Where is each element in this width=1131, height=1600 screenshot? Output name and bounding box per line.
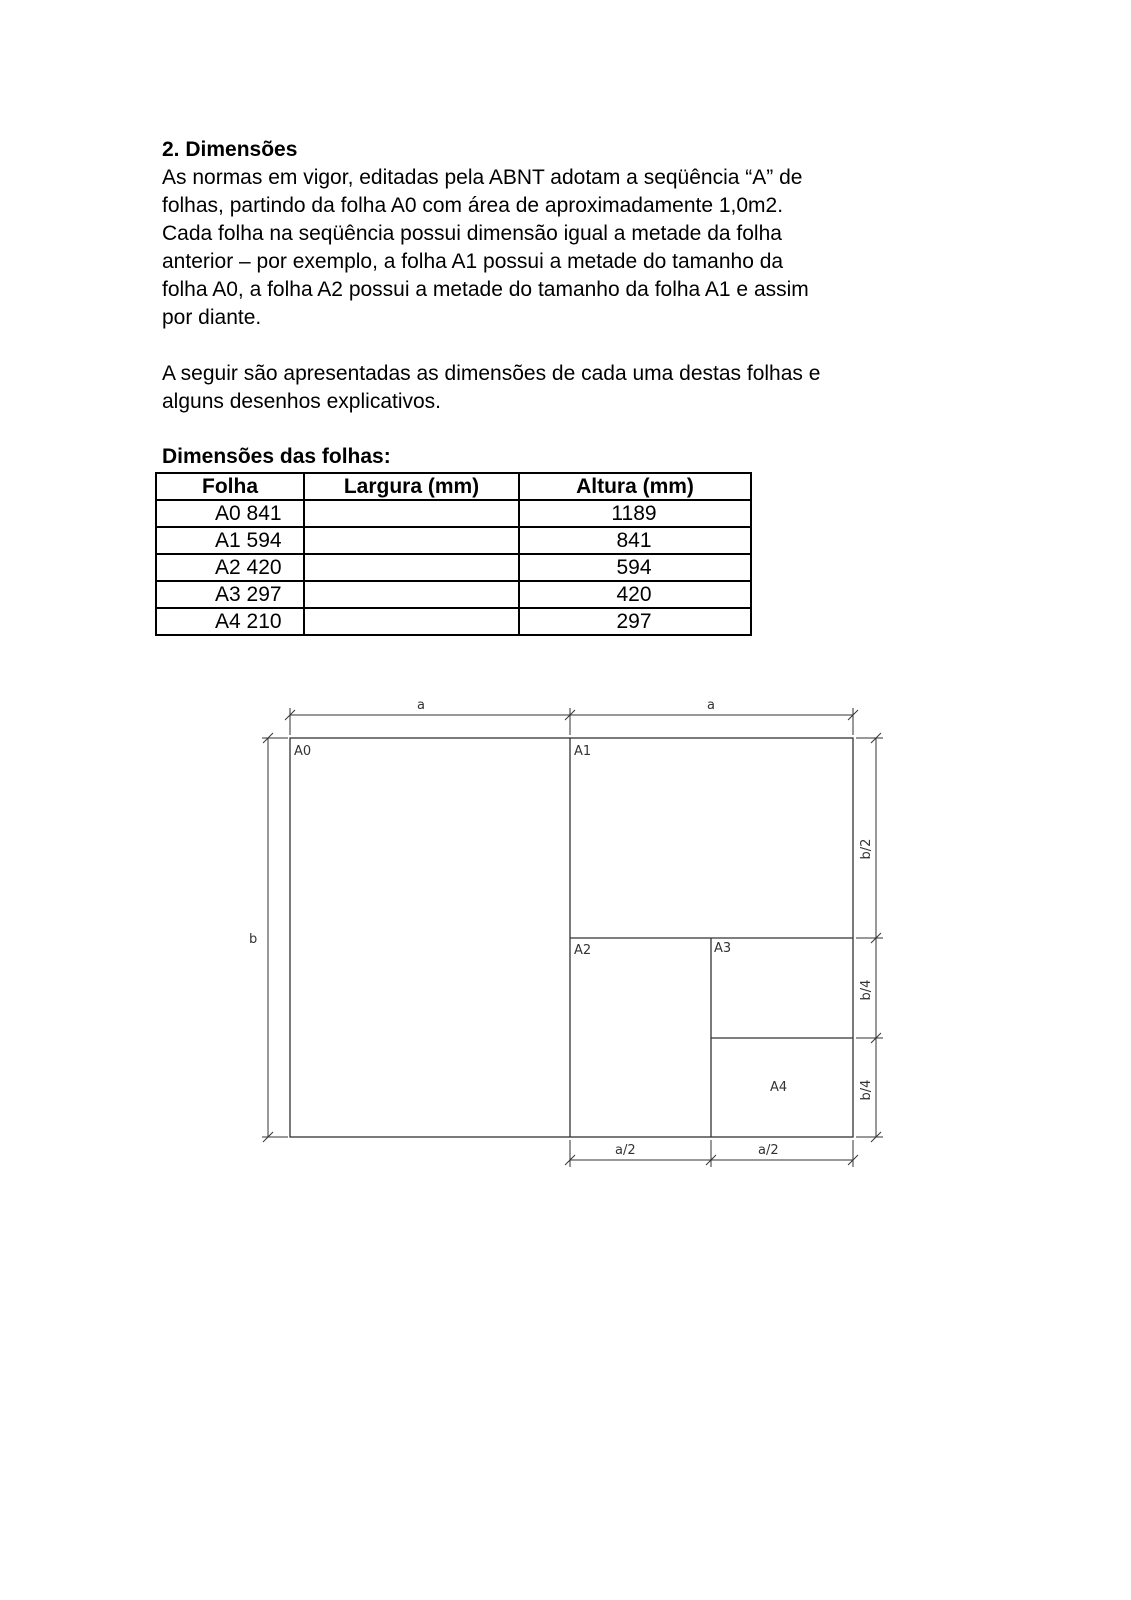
paragraph-line: alguns desenhos explicativos. — [162, 390, 442, 413]
cell-altura: 841 — [519, 527, 751, 554]
cell-folha: A0 841 — [156, 500, 304, 527]
paragraph-line: Cada folha na seqüência possui dimensão igual a metade da folha — [162, 222, 782, 245]
header-folha: Folha — [156, 473, 304, 500]
label-a4: A4 — [770, 1080, 788, 1095]
header-altura: Altura (mm) — [519, 473, 751, 500]
sheet-outlines — [290, 738, 853, 1137]
cell-folha: A3 297 — [156, 581, 304, 608]
paragraph-line: por diante. — [162, 306, 262, 329]
dim-label-b-quarter-top: b/4 — [859, 979, 874, 1001]
dim-label-a-half-left: a/2 — [615, 1143, 636, 1158]
cell-altura: 594 — [519, 554, 751, 581]
dim-label-a-half-right: a/2 — [758, 1143, 779, 1158]
paragraph-line: As normas em vigor, editadas pela ABNT adotam a seqüência “A” de — [162, 166, 803, 189]
paragraph-line: anterior – por exemplo, a folha A1 possui a metade do tamanho da — [162, 250, 784, 273]
dim-label-b-quarter-bottom: b/4 — [859, 1079, 874, 1101]
paragraph-line: folha A0, a folha A2 possui a metade do tamanho da folha A1 e assim — [162, 278, 809, 301]
dim-label-a-left: a — [417, 698, 425, 713]
table-title: Dimensões das folhas: — [162, 445, 391, 468]
cell-folha: A4 210 — [156, 608, 304, 635]
paragraph-line: folhas, partindo da folha A0 com área de aproximadamente 1,0m2. — [162, 194, 784, 217]
cell-altura: 297 — [519, 608, 751, 635]
cell-altura: 420 — [519, 581, 751, 608]
label-a3: A3 — [714, 941, 732, 956]
dim-label-b: b — [249, 932, 258, 947]
dim-label-b-half: b/2 — [859, 838, 874, 860]
cell-folha: A2 420 — [156, 554, 304, 581]
dim-label-a-right: a — [707, 698, 715, 713]
header-largura: Largura (mm) — [304, 473, 519, 500]
cell-folha: A1 594 — [156, 527, 304, 554]
section-heading: 2. Dimensões — [162, 138, 298, 161]
paragraph-line: A seguir são apresentadas as dimensões de cada uma destas folhas e — [162, 362, 821, 385]
label-a0: A0 — [294, 744, 312, 759]
label-a1: A1 — [574, 744, 592, 759]
label-a2: A2 — [574, 943, 592, 958]
cell-altura: 1189 — [519, 500, 751, 527]
